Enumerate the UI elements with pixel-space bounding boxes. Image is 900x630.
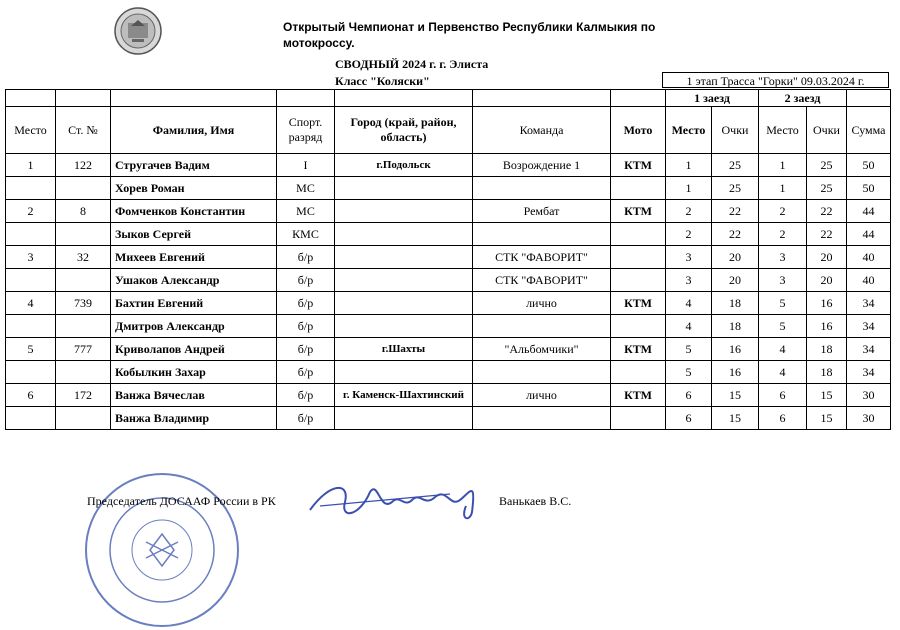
cell-place — [6, 315, 56, 338]
cell-city — [335, 269, 473, 292]
cell-total: 30 — [847, 407, 891, 430]
cell-team: лично — [473, 384, 611, 407]
cell-heat1-points: 18 — [712, 292, 759, 315]
cell-city: г. Каменск-Шахтинский — [335, 384, 473, 407]
cell-team: СТК "ФАВОРИТ" — [473, 246, 611, 269]
heat1-header: 1 заезд — [666, 90, 759, 107]
cell-name: Михеев Евгений — [111, 246, 277, 269]
summary-title: СВОДНЫЙ 2024 г. г. Элиста — [335, 57, 489, 71]
cell-heat2-points: 15 — [807, 407, 847, 430]
cell-heat2-place: 6 — [759, 407, 807, 430]
cell-place — [6, 407, 56, 430]
cell-heat2-points: 20 — [807, 246, 847, 269]
cell-name: Бахтин Евгений — [111, 292, 277, 315]
cell-heat1-place: 3 — [666, 246, 712, 269]
cell-rank: КМС — [277, 223, 335, 246]
cell-total: 44 — [847, 223, 891, 246]
cell-city — [335, 407, 473, 430]
col-moto: Мото — [611, 107, 666, 154]
col-city: Город (край, район, область) — [335, 107, 473, 154]
cell-name: Дмитров Александр — [111, 315, 277, 338]
cell-start-no — [56, 177, 111, 200]
cell-place — [6, 223, 56, 246]
cell-heat2-points: 20 — [807, 269, 847, 292]
cell-heat1-points: 25 — [712, 154, 759, 177]
header-row-columns — [6, 107, 891, 154]
heat2-header: 2 заезд — [759, 90, 847, 107]
cell-heat2-place: 5 — [759, 292, 807, 315]
cell-moto: КТМ — [611, 384, 666, 407]
cell-name: Фомченков Константин — [111, 200, 277, 223]
cell-heat1-place: 5 — [666, 338, 712, 361]
cell-heat2-points: 18 — [807, 361, 847, 384]
cell-team — [473, 315, 611, 338]
cell-name: Зыков Сергей — [111, 223, 277, 246]
cell-place — [6, 177, 56, 200]
cell-heat2-points: 16 — [807, 292, 847, 315]
cell-name: Стругачев Вадим — [111, 154, 277, 177]
cell-total: 50 — [847, 154, 891, 177]
table-row — [6, 384, 891, 407]
cell-heat2-place: 4 — [759, 338, 807, 361]
table-row — [6, 223, 891, 246]
col-total: Сумма — [847, 107, 891, 154]
cell-team — [473, 223, 611, 246]
cell-city — [335, 223, 473, 246]
cell-rank: МС — [277, 200, 335, 223]
cell-place: 4 — [6, 292, 56, 315]
cell-place: 5 — [6, 338, 56, 361]
cell-team — [473, 177, 611, 200]
cell-total: 34 — [847, 338, 891, 361]
cell-rank: б/р — [277, 338, 335, 361]
cell-heat1-place: 5 — [666, 361, 712, 384]
cell-city — [335, 200, 473, 223]
cell-rank: б/р — [277, 292, 335, 315]
cell-team: Рембат — [473, 200, 611, 223]
cell-city: г.Подольск — [335, 154, 473, 177]
cell-heat1-place: 1 — [666, 177, 712, 200]
cell-rank: б/р — [277, 269, 335, 292]
cell-heat1-points: 15 — [712, 407, 759, 430]
cell-heat1-points: 15 — [712, 384, 759, 407]
table-row — [6, 154, 891, 177]
cell-moto — [611, 407, 666, 430]
cell-place: 3 — [6, 246, 56, 269]
cell-heat2-place: 3 — [759, 246, 807, 269]
cell-heat1-place: 4 — [666, 292, 712, 315]
cell-moto: КТМ — [611, 292, 666, 315]
cell-total: 44 — [847, 200, 891, 223]
cell-heat2-place: 2 — [759, 223, 807, 246]
cell-start-no: 122 — [56, 154, 111, 177]
table-row — [6, 200, 891, 223]
cell-rank: б/р — [277, 315, 335, 338]
handwritten-signature — [300, 472, 500, 524]
cell-team: "Альбомчики" — [473, 338, 611, 361]
cell-moto — [611, 177, 666, 200]
cell-name: Ушаков Александр — [111, 269, 277, 292]
cell-city — [335, 246, 473, 269]
table-row — [6, 338, 891, 361]
chair-label: Председатель ДОСААФ России в РК — [87, 494, 276, 508]
cell-moto — [611, 269, 666, 292]
table-row — [6, 292, 891, 315]
cell-name: Ванжа Вячеслав — [111, 384, 277, 407]
cell-heat1-points: 22 — [712, 200, 759, 223]
cell-heat1-points: 16 — [712, 361, 759, 384]
cell-heat2-points: 25 — [807, 177, 847, 200]
col-team: Команда — [473, 107, 611, 154]
col-heat1-place: Место — [666, 107, 712, 154]
cell-rank: б/р — [277, 384, 335, 407]
cell-heat1-place: 3 — [666, 269, 712, 292]
col-rank: Спорт. разряд — [277, 107, 335, 154]
cell-rank: б/р — [277, 407, 335, 430]
cell-moto — [611, 361, 666, 384]
cell-heat2-place: 1 — [759, 154, 807, 177]
cell-total: 50 — [847, 177, 891, 200]
col-start-no: Ст. № — [56, 107, 111, 154]
cell-start-no — [56, 407, 111, 430]
cell-start-no — [56, 361, 111, 384]
cell-team — [473, 361, 611, 384]
cell-moto — [611, 223, 666, 246]
header-row-heats — [6, 90, 891, 107]
table-row — [6, 361, 891, 384]
cell-total: 34 — [847, 315, 891, 338]
col-name: Фамилия, Имя — [111, 107, 277, 154]
cell-place: 6 — [6, 384, 56, 407]
chair-name: Ванькаев В.С. — [499, 494, 572, 508]
col-heat2-points: Очки — [807, 107, 847, 154]
cell-total: 40 — [847, 269, 891, 292]
cell-start-no: 777 — [56, 338, 111, 361]
cell-rank: б/р — [277, 361, 335, 384]
cell-city — [335, 361, 473, 384]
cell-heat2-place: 2 — [759, 200, 807, 223]
cell-heat1-points: 20 — [712, 269, 759, 292]
col-place: Место — [6, 107, 56, 154]
cell-total: 40 — [847, 246, 891, 269]
cell-heat1-place: 6 — [666, 384, 712, 407]
cell-heat2-place: 4 — [759, 361, 807, 384]
cell-total: 34 — [847, 361, 891, 384]
cell-start-no — [56, 315, 111, 338]
cell-rank: МС — [277, 177, 335, 200]
cell-city — [335, 315, 473, 338]
cell-moto: КТМ — [611, 338, 666, 361]
table-row — [6, 269, 891, 292]
results-body — [6, 154, 891, 430]
cell-city — [335, 177, 473, 200]
cell-moto: КТМ — [611, 154, 666, 177]
cell-heat2-points: 25 — [807, 154, 847, 177]
cell-moto: КТМ — [611, 200, 666, 223]
stage-info: 1 этап Трасса "Горки" 09.03.2024 г. — [662, 72, 889, 88]
cell-place: 1 — [6, 154, 56, 177]
cell-rank: б/р — [277, 246, 335, 269]
table-row — [6, 177, 891, 200]
cell-start-no: 739 — [56, 292, 111, 315]
cell-start-no: 8 — [56, 200, 111, 223]
cell-team: Возрождение 1 — [473, 154, 611, 177]
cell-heat2-place: 6 — [759, 384, 807, 407]
cell-team: СТК "ФАВОРИТ" — [473, 269, 611, 292]
cell-team — [473, 407, 611, 430]
cell-place — [6, 361, 56, 384]
cell-heat2-points: 22 — [807, 223, 847, 246]
cell-heat2-place: 5 — [759, 315, 807, 338]
cell-total: 34 — [847, 292, 891, 315]
cell-start-no: 172 — [56, 384, 111, 407]
cell-city — [335, 292, 473, 315]
cell-place: 2 — [6, 200, 56, 223]
cell-moto — [611, 246, 666, 269]
cell-heat1-place: 4 — [666, 315, 712, 338]
cell-heat1-points: 25 — [712, 177, 759, 200]
cell-total: 30 — [847, 384, 891, 407]
cell-start-no — [56, 223, 111, 246]
col-heat1-points: Очки — [712, 107, 759, 154]
cell-heat1-points: 18 — [712, 315, 759, 338]
cell-heat2-points: 16 — [807, 315, 847, 338]
cell-heat1-place: 2 — [666, 200, 712, 223]
cell-name: Кобылкин Захар — [111, 361, 277, 384]
cell-team: лично — [473, 292, 611, 315]
cell-rank: I — [277, 154, 335, 177]
cell-name: Криволапов Андрей — [111, 338, 277, 361]
cell-heat2-place: 3 — [759, 269, 807, 292]
table-row — [6, 315, 891, 338]
cell-start-no — [56, 269, 111, 292]
col-heat2-place: Место — [759, 107, 807, 154]
class-title: Класс "Коляски" — [335, 74, 430, 88]
cell-heat2-place: 1 — [759, 177, 807, 200]
results-table — [5, 89, 891, 430]
cell-heat2-points: 18 — [807, 338, 847, 361]
cell-moto — [611, 315, 666, 338]
dosaaf-emblem-icon — [113, 6, 163, 56]
cell-start-no: 32 — [56, 246, 111, 269]
cell-heat1-place: 1 — [666, 154, 712, 177]
table-row — [6, 246, 891, 269]
cell-city: г.Шахты — [335, 338, 473, 361]
cell-heat1-points: 22 — [712, 223, 759, 246]
cell-heat1-place: 6 — [666, 407, 712, 430]
cell-heat1-points: 20 — [712, 246, 759, 269]
table-row — [6, 407, 891, 430]
cell-heat2-points: 15 — [807, 384, 847, 407]
cell-place — [6, 269, 56, 292]
cell-name: Ванжа Владимир — [111, 407, 277, 430]
cell-heat1-points: 16 — [712, 338, 759, 361]
cell-heat2-points: 22 — [807, 200, 847, 223]
cell-name: Хорев Роман — [111, 177, 277, 200]
document-title: Открытый Чемпионат и Первенство Республики Калмыкия по мотокроссу. — [283, 20, 656, 50]
cell-heat1-place: 2 — [666, 223, 712, 246]
